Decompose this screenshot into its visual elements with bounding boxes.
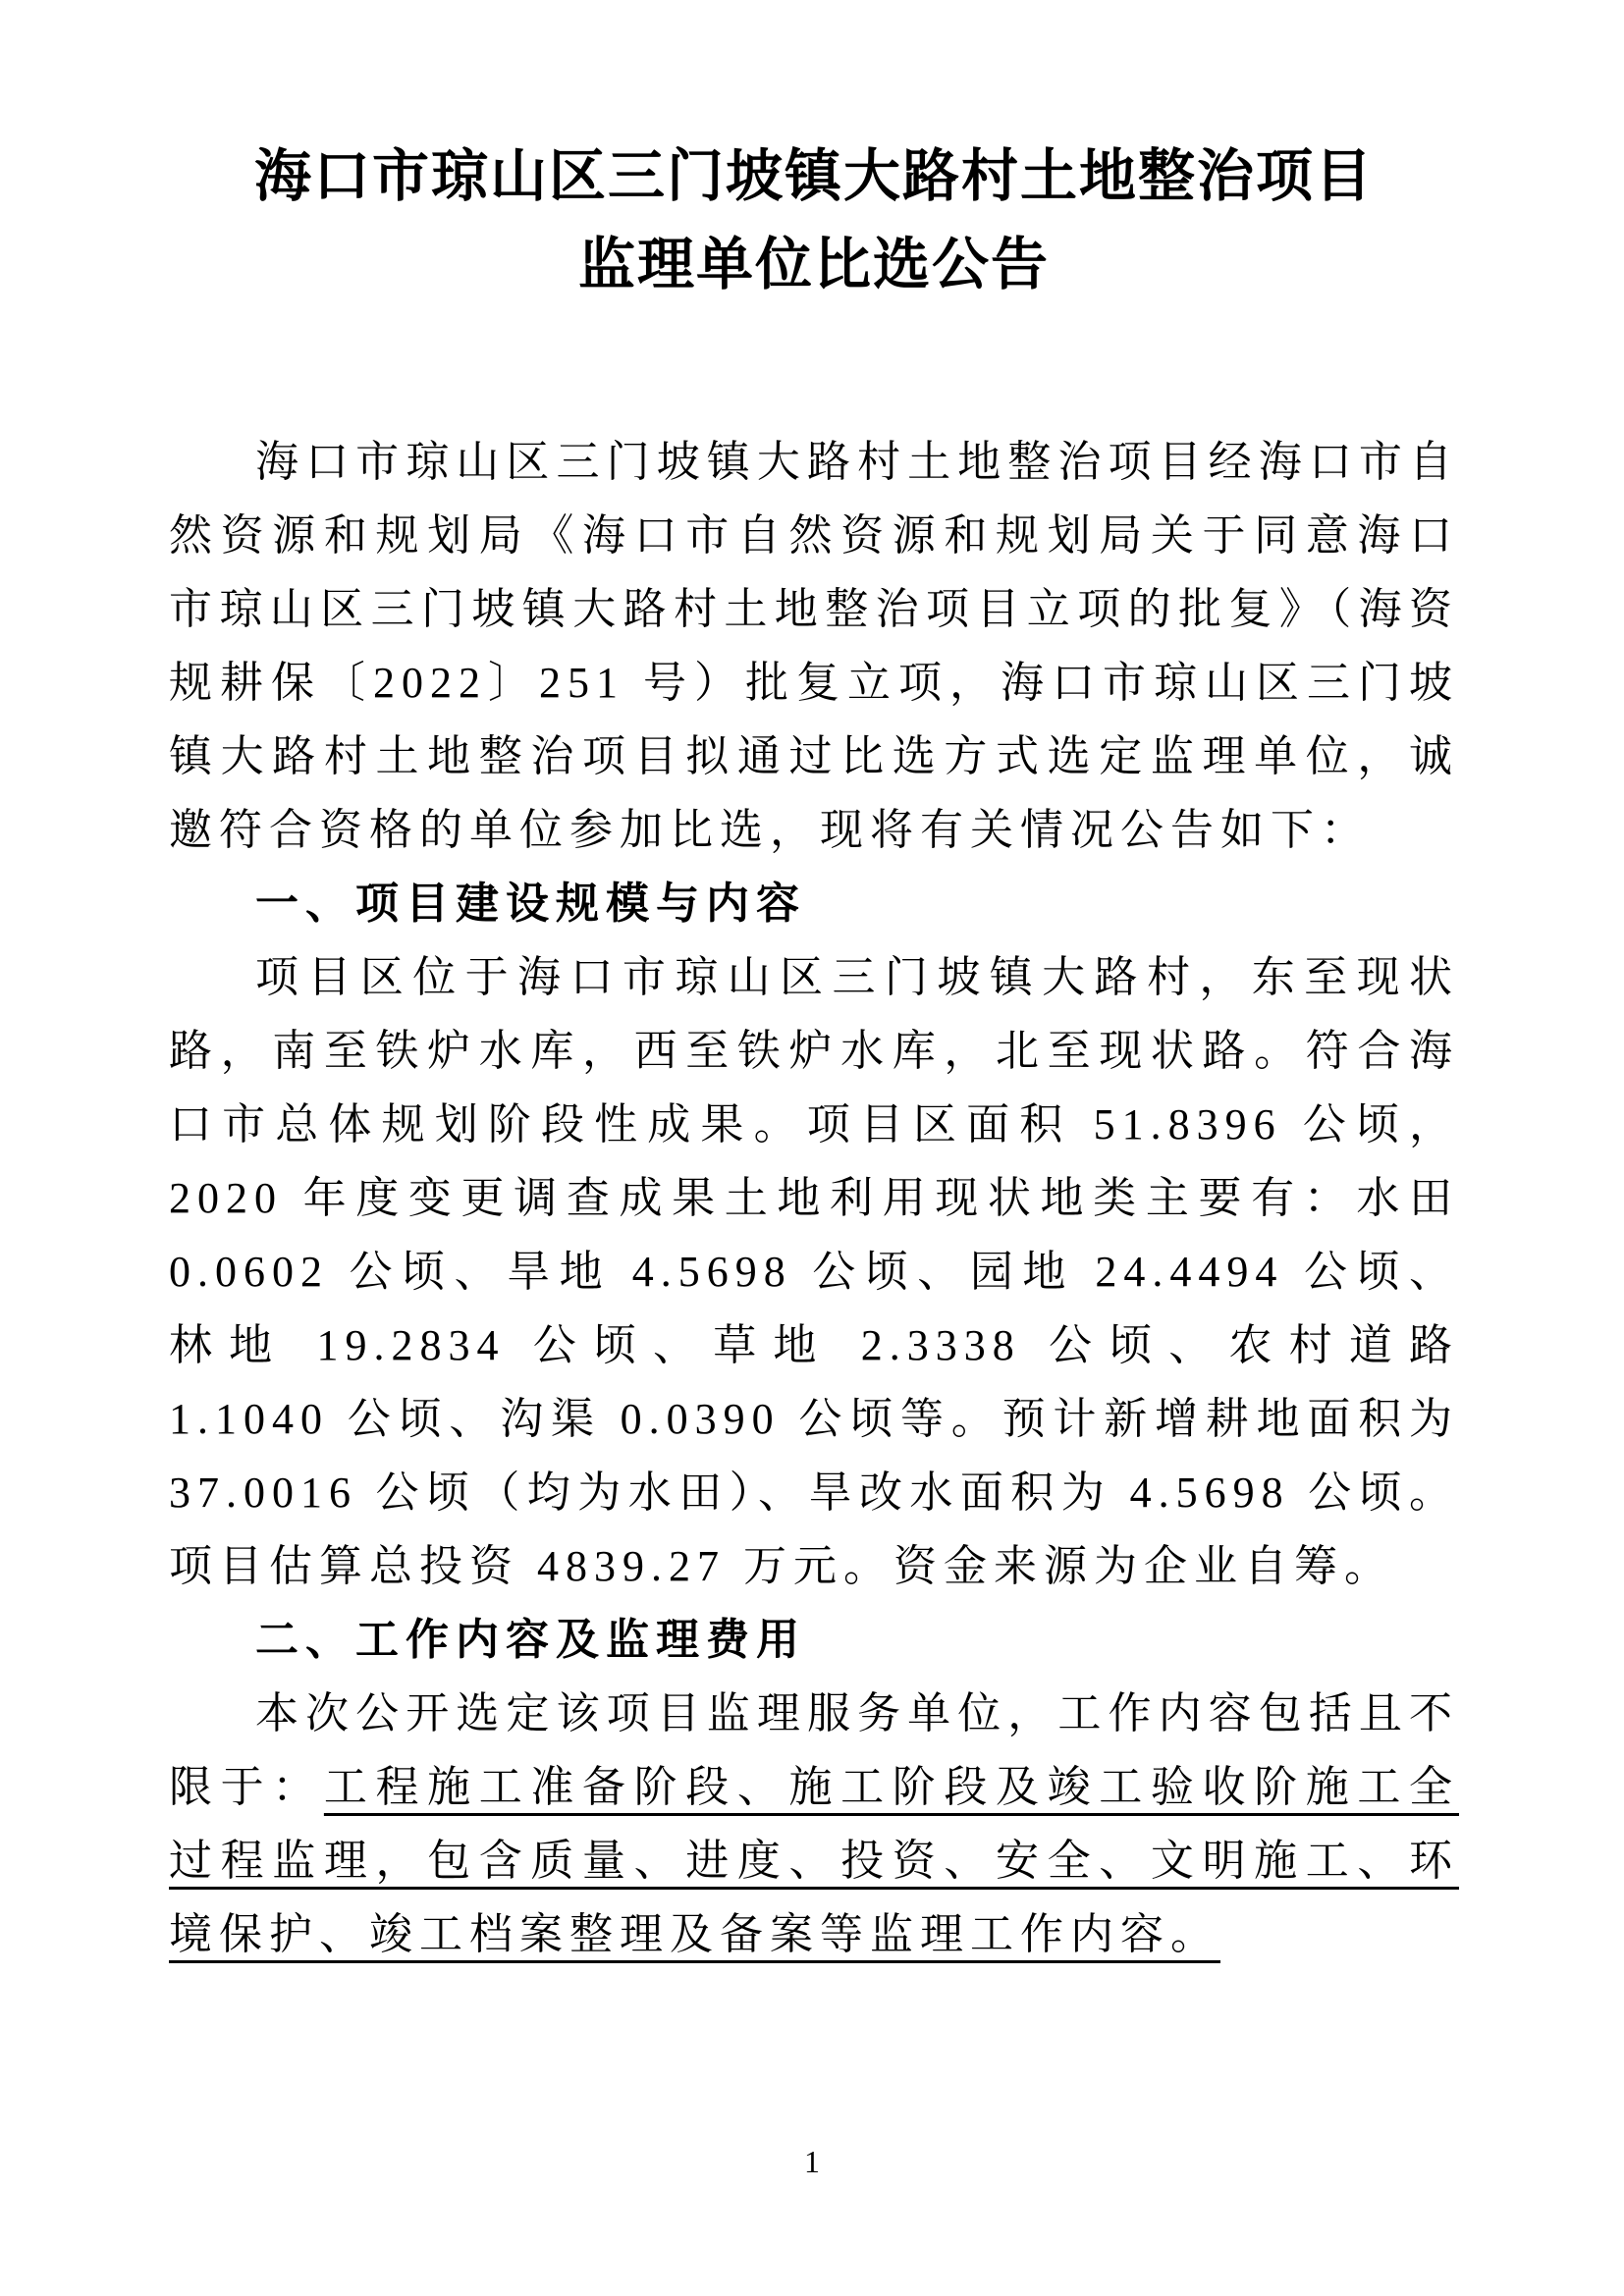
document-title-line2: 监理单位比选公告 <box>577 233 1050 296</box>
work-content-underlined: 工程施工准备阶段、施工阶段及竣工验收阶施工全过程监理，包含质量、进度、投资、安全、文明施工、环境保护、竣工档案整理及备案等监理工作内容。 <box>169 1763 1459 1958</box>
heading-section-2: 二、工作内容及监理费用 <box>255 1616 806 1664</box>
paragraph-intro: 海口市琼山区三门坡镇大路村土地整治项目经海口市自然资源和规划局《海口市自然资源和规划局关于同意海口市琼山区三门坡镇大路村土地整治项目立项的批复》（海资规耕保〔2022〕251 号）批复立项，海口市琼山区三门坡镇大路村土地整治项目拟通过比选方式选定监理单位，诚邀符合资格的单位参加比选，现将有关情况公告如下： <box>169 438 1459 854</box>
paragraph-work-content <box>169 1677 1459 1971</box>
document-body <box>169 425 1459 1971</box>
paragraph-project-scope: 项目区位于海口市琼山区三门坡镇大路村，东至现状路，南至铁炉水库，西至铁炉水库，北至现状路。符合海口市总体规划阶段性成果。项目区面积 51.8396 公顷，2020 年度变更调查成果土地利用现状地类主要有：水田 0.0602 公顷、旱地 4.5698 公顷、园地 24.4494 公顷、林地 19.2834 公顷、草地 2.3338 公顷、农村道路 1.1040 公顷、沟渠 0.0390 公顷等。预计新增耕地面积为 37.0016 公顷（均为水田）、旱改水面积为 4.5698 公顷。项目估算总投资 4839.27 万元。资金来源为企业自筹。 <box>169 953 1459 1590</box>
document-title <box>169 133 1459 309</box>
page-number: 1 <box>804 2144 820 2179</box>
work-content-prefix: 本次公开选定该项目监理服务单位，工作内容包括且不限于： <box>169 1689 1459 1811</box>
document-title-line1: 海口市琼山区三门坡镇大路村土地整治项目 <box>253 144 1374 208</box>
heading-section-1: 一、项目建设规模与内容 <box>255 880 806 928</box>
